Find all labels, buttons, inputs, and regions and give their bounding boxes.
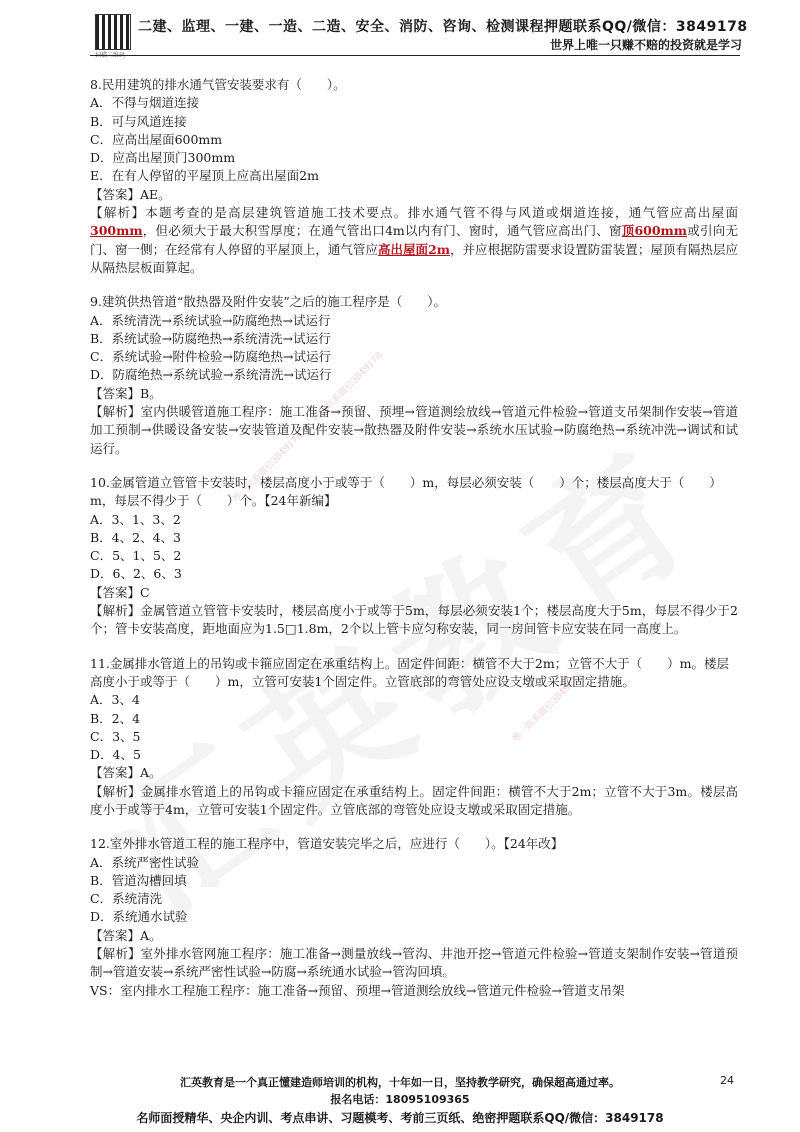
- answer-key: 【答案】C: [90, 584, 150, 600]
- answer-option: B．系统试验→防腐绝热→系统清洗→试运行: [90, 330, 331, 346]
- answer-option: C．系统试验→附件检验→防腐绝热→试运行: [90, 349, 331, 365]
- page-header: [0, 0, 800, 60]
- question-title: 12.室外排水管道工程的施工程序中，管道安装完毕之后，应进行（ ）。【24年改】: [90, 836, 564, 852]
- answer-option: A．3、4: [90, 692, 140, 708]
- question-list: [90, 76, 738, 1000]
- answer-key: 【答案】A。: [90, 927, 162, 943]
- qr-code: [95, 14, 131, 50]
- header-slogan: 世界上唯一只赚不赔的投资就是学习: [549, 38, 742, 52]
- answer-option: C．5、1、5、2: [90, 548, 182, 564]
- answer-key: 【答案】B。: [90, 385, 162, 401]
- page-number: 24: [720, 1074, 734, 1087]
- explanation: [90, 403, 738, 458]
- answer-option: A．3、1、3、2: [90, 511, 181, 527]
- page-footer: [0, 1068, 800, 1132]
- question-block: [90, 293, 738, 474]
- explanation: [90, 602, 738, 639]
- explanation: [90, 204, 738, 277]
- question-title: 10.金属管道立管管卡安装时，楼层高度小于或等于（ ）m，每层必须安装（ ）个；楼层高度大于（ ）m，每层不得少于（ ）个。【24年新编】: [90, 474, 722, 509]
- footer-contact: 名师面授精华、央企内训、考点串讲、习题模考、考前三页纸、绝密押题联系QQ/微信：3849178: [136, 1111, 664, 1125]
- footer-phone: 报名电话：18095109365: [330, 1093, 470, 1106]
- question-block: [90, 76, 738, 293]
- explanation-text: 【解析】室内供暖管道施工程序：施工准备→预留、预埋→管道测绘放线→管道元件检验→管道支吊架制作安装→管道加工预制→供暖设备安装→安装管道及配件安装→散热器及附件安装→系统水压试验→防腐绝热→系统冲洗→调试和试运行。: [90, 404, 738, 456]
- question-block: [90, 655, 738, 836]
- answer-option: D．系统通水试验: [90, 909, 188, 925]
- explanation-text: 【解析】室外排水管网施工程序：施工准备→测量放线→管沟、井池开挖→管道元件检验→管道支架制作安装→管道预制→管道安装→系统严密性试验→防腐→系统通水试验→管沟回填。: [90, 946, 738, 980]
- answer-option: C．应高出屋面600mm: [90, 131, 223, 147]
- answer-option: D．4、5: [90, 747, 141, 763]
- question-title: 11.金属排水管道上的吊钩或卡箍应固定在承重结构上。固定件间距：横管不大于2m；立管不大于（ ）m。楼层高度小于或等于（ ）m，立管可安装1个固定件。立管底部的弯管处应设支墩或采取固定措施。: [90, 655, 730, 689]
- answer-option: B．管道沟槽回填: [90, 872, 187, 888]
- answer-option: C．3、5: [90, 728, 141, 744]
- highlighted-text: 顶600mm: [621, 223, 687, 239]
- watermark-stamp: 唯一联系微信3849178: [511, 670, 585, 745]
- answer-option: C．系统清洗: [90, 891, 163, 907]
- header-divider: [90, 55, 740, 56]
- comparison-note: VS：室内排水工程施工程序：施工准备→预留、预埋→管道测绘放线→管道元件检验→管道支吊架: [90, 982, 625, 998]
- answer-option: D．应高出屋顶门300mm: [90, 150, 236, 166]
- watermark-stamp: 唯一联系微信3849178: [311, 350, 385, 425]
- explanation-text: 【解析】本题考查的是高层建筑管道施工技术要点。排水通气管不得与风道或烟道连接，通气管应高出屋面: [90, 205, 738, 221]
- explanation-text: ，并应根据防雷要求设置防雷装置；屋顶有隔热层应从隔热层板面算起。: [90, 241, 738, 275]
- header-contact-line: 二建、监理、一建、一造、二造、安全、消防、咨询、检测课程押题联系QQ/微信：3849178: [138, 19, 748, 35]
- answer-option: B．4、2、4、3: [90, 529, 181, 545]
- question-block: [90, 474, 738, 655]
- explanation: [90, 945, 738, 982]
- answer-option: B．可与风道连接: [90, 113, 187, 129]
- answer-option: D．6、2、6、3: [90, 566, 182, 582]
- explanation-text: 【解析】金属排水管道上的吊钩或卡箍应固定在承重结构上。固定件间距：横管不大于2m；立管不大于3m。楼层高度小于或等于4m，立管可安装1个固定件。立管底部的弯管处应设支墩或采取固定措施。: [90, 783, 738, 817]
- explanation-text: 或引向无门、窗一侧；在经常有人停留的平屋顶上，通气管应: [90, 223, 738, 257]
- explanation-text: ，但必须大于最大积雪厚度；在通气管出口4m以内有门、窗时，通气管应高出门、窗: [142, 223, 622, 239]
- answer-option: E．在有人停留的平屋顶上应高出屋面2m: [90, 168, 319, 184]
- answer-option: B．2、4: [90, 710, 141, 726]
- answer-key: 【答案】AE。: [90, 186, 171, 202]
- answer-option: D．防腐绝热→系统试验→系统清洗→试运行: [90, 367, 332, 383]
- highlighted-text: 300mm: [90, 223, 143, 239]
- qr-caption: 扫描二维码: [95, 52, 126, 59]
- question-title: 8.民用建筑的排水通气管安装要求有（ ）。: [90, 77, 346, 92]
- answer-option: A．系统清洗→系统试验→防腐绝热→试运行: [90, 312, 331, 328]
- explanation-text: 【解析】金属管道立管管卡安装时，楼层高度小于或等于5m，每层必须安装1个；楼层高度大于5m，每层不得少于2个；管卡安装高度，距地面应为1.5□1.8m，2个以上管卡应匀称安装，同一房间管卡应安装在同一高度上。: [90, 603, 738, 637]
- explanation: [90, 783, 738, 820]
- answer-option: A．不得与烟道连接: [90, 95, 200, 111]
- question-block: [90, 835, 738, 981]
- footer-slogan: 汇英教育是一个真正懂建造师培训的机构，十年如一日，坚持教学研究，确保超高通过率。: [180, 1076, 620, 1089]
- answer-option: A．系统严密性试验: [90, 854, 200, 870]
- question-title: 9.建筑供热管道“散热器及附件安装”之后的施工程序是（ ）。: [90, 294, 446, 310]
- watermark-stamp: 唯一联系微信3849178: [231, 430, 305, 505]
- highlighted-text: 高出屋面2m: [377, 241, 450, 257]
- answer-key: 【答案】A。: [90, 765, 162, 781]
